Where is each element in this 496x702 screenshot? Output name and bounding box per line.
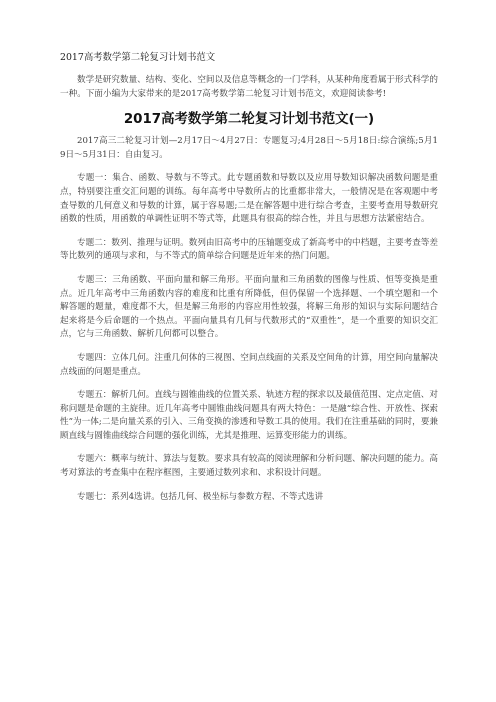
intro-paragraph: 数学是研究数量、结构、变化、空间以及信息等概念的一门学科，从某种角度看属于形式科学的一种。下面小编为大家带来的是2017高考数学第二轮复习计划书范文，欢迎阅读参考!: [60, 75, 438, 99]
topic-6-paragraph: 专题六：概率与统计、算法与复数。要求具有较高的阅读理解和分析问题、解决问题的能力。高考对算法的考查集中在程序框图，主要通过数列求和、求积设计问题。: [60, 454, 438, 479]
topic-4-paragraph: 专题四：立体几何。注重几何体的三视图、空间点线面的关系及空间角的计算，用空间向量解决点线面的问题是重点。: [60, 352, 438, 377]
schedule-paragraph: 2017高三二轮复习计划—2月17日～4月27日：专题复习;4月28日～5月18日:综合演练;5月19日～5月31日：自由复习。: [60, 136, 438, 160]
topic-1-paragraph: 专题一：集合、函数、导数与不等式。此专题函数和导数以及应用导数知识解决函数问题是重点，特别要注重交汇问题的训练。每年高考中导数所占的比重都非常大，一般情况是在客观题中考查导数的几何意义和导数的计算，属于容易题;二是在解答题中进行综合考查，主要考查用导数研究函数的性质，用函数的单调性证明不等式等，此题具有很高的综合性，并且与思想方法紧密结合。: [60, 173, 438, 225]
topic-5-paragraph: 专题五：解析几何。直线与圆锥曲线的位置关系、轨迹方程的探求以及最值范围、定点定值、对称问题是命题的主旋律。近几年高考中圆锥曲线问题具有两大特色：一是融“综合性、开放性、探索性”为一体;二是向量关系的引入、三角变换的渗透和导数工具的使用。我们在注重基础的同时，要兼顾直线与圆锥曲线综合问题的强化训练，尤其是推理、运算变形能力的训练。: [60, 390, 438, 441]
topic-3-paragraph: 专题三：三角函数、平面向量和解三角形。平面向量和三角函数的图像与性质、恒等变换是重点。近几年高考中三角函数内容的难度和比重有所降低，但仍保留一个选择题、一个填空题和一个解答题的题量，难度都不大，但是解三角形的内容应用性较强，将解三角形的知识与实际问题结合起来将是今后命题的一个热点。平面向量具有几何与代数形式的“双重性”，是一个重要的知识交汇点，它与三角函数、解析几何都可以整合。: [60, 274, 438, 340]
topic-2-paragraph: 专题二：数列、推理与证明。数列由旧高考中的压轴题变成了新高考中的中档题，主要考查等差等比数列的通项与求和，与不等式的简单综合问题是近年来的热门问题。: [60, 237, 438, 262]
document-title: 2017高考数学第二轮复习计划书范文: [60, 52, 216, 63]
section-heading: 2017高考数学第二轮复习计划书范文(一): [123, 112, 375, 128]
document-page: [60, 52, 438, 514]
topic-7-paragraph: 专题七：系列4选讲。包括几何、极坐标与参数方程、不等式选讲: [77, 491, 324, 502]
